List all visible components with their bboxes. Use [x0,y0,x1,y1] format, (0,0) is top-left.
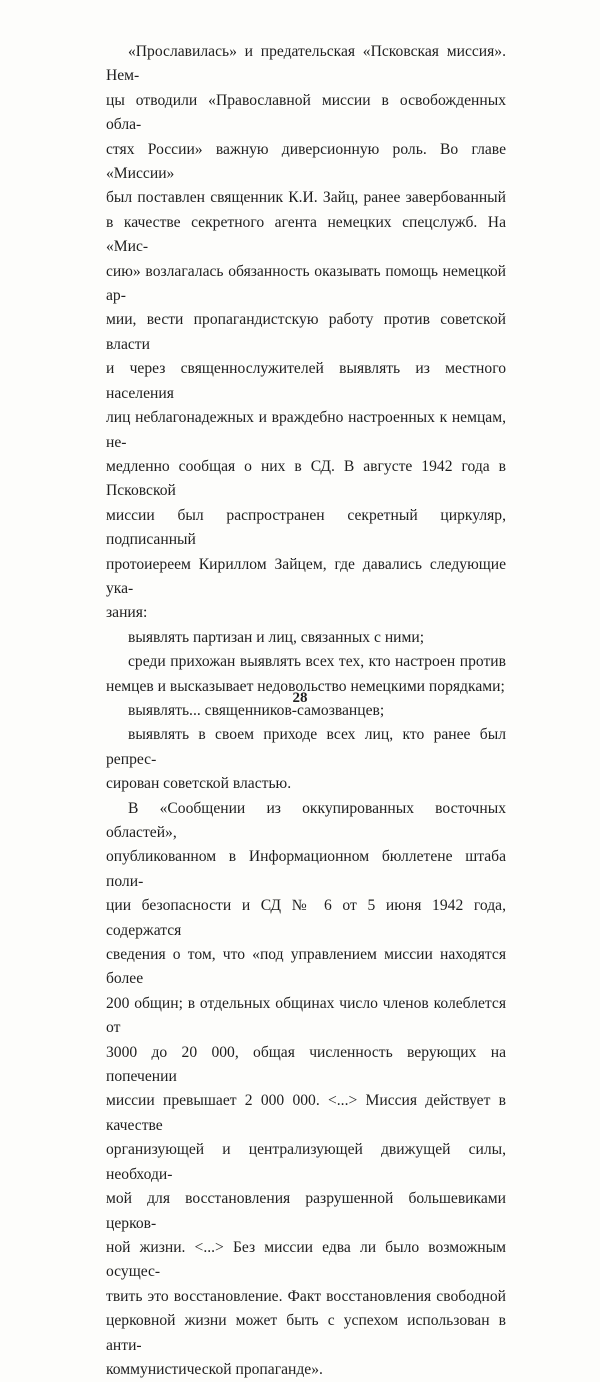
text-line: «Прославилась» и предательская «Псковская миссия». Нем- [106,43,506,85]
body-text [106,40,506,1382]
text-line: коммунистической пропаганде». [106,1360,323,1378]
text-line: стях России» важную диверсионную роль. Во главе «Миссии» [106,140,506,183]
text-line: был поставлен священник К.И. Зайц, ранее завербованный [106,189,506,207]
text-line: немцев и высказывает недовольство немецкими порядками; [106,677,505,695]
text-line: протоиереем Кириллом Зайцем, где давались следующие ука- [106,555,506,597]
text-line: зания: [106,604,148,622]
text-line: и через священнослужителей выявлять из местного населения [106,360,506,402]
text-line: В «Сообщении из оккупированных восточных областей», [106,799,506,841]
text-line: цы отводили «Православной миссии в освобожденных обла- [106,91,506,134]
text-line: ции безопасности и СД № 6 от 5 июня 1942 года, содержатся [106,897,506,939]
text-line: 200 общин; в отдельных общинах число членов колеблется от [106,994,506,1037]
text-line: твить это восстановление. Факт восстановления свободной [106,1287,506,1305]
text-line: медленно сообщая о них в СД. В августе 1942 года в Псковской [106,457,506,500]
text-line: церковной жизни может быть с успехом использован в анти- [106,1312,506,1354]
text-line: сирован советской властью. [106,775,292,793]
text-line: организующей и централизующей движущей силы, необходи- [106,1141,506,1183]
text-line: миссии был распространен секретный циркуляр, подписанный [106,506,506,549]
text-line: мой для восстановления разрушенной большевиками церков- [106,1190,506,1232]
text-line: в качестве секретного агента немецких спецслужб. На «Мис- [106,213,506,256]
text-line: 3000 до 20 000, общая численность верующих на попечении [106,1043,506,1086]
text-line: миссии превышает 2 000 000. <...> Миссия действует в качестве [106,1092,506,1134]
page-number: 28 [292,690,308,706]
text-line: лиц неблагонадежных и враждебно настроенных к немцам, не- [106,409,506,451]
text-line: ной жизни. <...> Без миссии едва ли было возможным осущес- [106,1238,506,1281]
text-line: сведения о том, что «под управлением миссии находятся более [106,946,506,988]
text-line: сию» возлагалась обязанность оказывать помощь немецкой ар- [106,262,506,305]
text-line: среди прихожан выявлять всех тех, кто настроен против [128,653,506,671]
text-line: выявлять... священников-самозванцев; [128,701,385,719]
text-line: выявлять в своем приходе всех лиц, кто ранее был репрес- [106,726,506,768]
text-line: мии, вести пропагандистскую работу против советской власти [106,311,506,353]
text-line: опубликованном в Информационном бюллетене штаба поли- [106,848,506,890]
text-line: выявлять партизан и лиц, связанных с ними; [128,628,425,646]
